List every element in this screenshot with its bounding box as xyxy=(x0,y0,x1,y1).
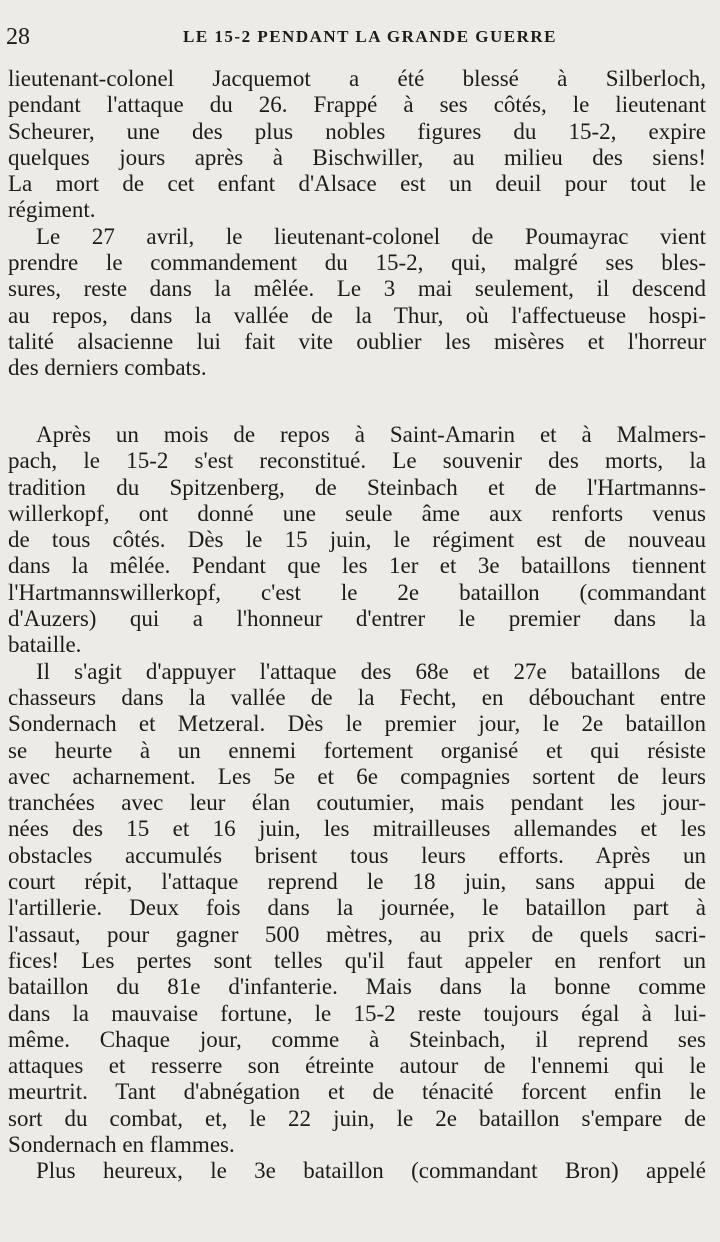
text-line: bataillon du 81e d'infanterie. Mais dans la bonne comme xyxy=(8,974,706,1000)
text-line: pendant l'attaque du 26. Frappé à ses côtés, le lieutenant xyxy=(8,92,706,118)
text-line: prendre le commandement du 15-2, qui, malgré ses bles- xyxy=(8,250,706,276)
text-line: l'artillerie. Deux fois dans la journée, le bataillon part à xyxy=(8,895,706,921)
text-line: court répit, l'attaque reprend le 18 juin, sans appui de xyxy=(8,869,706,895)
paragraph-4 xyxy=(8,659,706,1159)
text-line: nées des 15 et 16 juin, les mitrailleuses allemandes et les xyxy=(8,816,706,842)
text-line: La mort de cet enfant d'Alsace est un deuil pour tout le xyxy=(8,171,706,197)
text-line: Sondernach et Metzeral. Dès le premier jour, le 2e bataillon xyxy=(8,711,706,737)
text-line: bataille. xyxy=(8,632,82,658)
text-line: régiment. xyxy=(8,197,96,223)
paragraph-1 xyxy=(8,66,706,224)
paragraph-3 xyxy=(8,422,706,659)
paragraph-2 xyxy=(8,224,706,382)
text-line: sures, reste dans la mêlée. Le 3 mai seulement, il descend xyxy=(8,276,706,302)
text-line: des derniers combats. xyxy=(8,355,207,381)
text-line: dans la mauvaise fortune, le 15-2 reste toujours égal à lui- xyxy=(8,1000,706,1026)
text-line: se heurte à un ennemi fortement organisé et qui résiste xyxy=(8,737,706,763)
text-line: Plus heureux, le 3e bataillon (commandant Bron) appelé xyxy=(36,1158,706,1184)
text-line: Après un mois de repos à Saint-Amarin et à Malmers- xyxy=(36,422,706,447)
text-line: même. Chaque jour, comme à Steinbach, il reprend ses xyxy=(8,1026,706,1052)
text-line: chasseurs dans la vallée de la Fecht, en débouchant entre xyxy=(8,684,706,710)
text-line: Le 27 avril, le lieutenant-colonel de Poumayrac vient xyxy=(36,223,706,249)
text-line: l'assaut, pour gagner 500 mètres, au prix de quels sacri- xyxy=(8,921,706,947)
text-line: willerkopf, ont donné une seule âme aux renforts venus xyxy=(8,500,706,526)
text-line: dans la mêlée. Pendant que les 1er et 3e bataillons tiennent xyxy=(8,553,706,579)
paragraph-5 xyxy=(8,1158,706,1184)
text-line: Sondernach en flammes. xyxy=(8,1132,235,1158)
text-block-1 xyxy=(8,66,706,382)
text-line: talité alsacienne lui fait vite oublier les misères et l'horreur xyxy=(8,328,706,354)
text-line: Il s'agit d'appuyer l'attaque des 68e et 27e bataillons de xyxy=(36,658,706,684)
text-line: attaques et resserre son étreinte autour de l'ennemi qui le xyxy=(8,1053,706,1079)
text-line: sort du combat, et, le 22 juin, le 2e bataillon s'empare de xyxy=(8,1105,706,1131)
text-line: lieutenant-colonel Jacquemot a été blessé à Silberloch, xyxy=(8,66,706,91)
text-line: au repos, dans la vallée de la Thur, où l'affectueuse hospi- xyxy=(8,302,706,328)
text-line: fices! Les pertes sont telles qu'il faut appeler en renfort un xyxy=(8,947,706,973)
text-line: tradition du Spitzenberg, de Steinbach et de l'Hartmanns- xyxy=(8,474,706,500)
page-number: 28 xyxy=(6,24,30,50)
text-block-2 xyxy=(8,422,706,1185)
page-header xyxy=(6,22,714,52)
text-line: pach, le 15-2 s'est reconstitué. Le souvenir des morts, la xyxy=(8,448,706,474)
text-line: Scheurer, une des plus nobles figures du 15-2, expire xyxy=(8,118,706,144)
text-line: meurtrit. Tant d'abnégation et de ténacité forcent enfin le xyxy=(8,1079,706,1105)
text-line: quelques jours après à Bischwiller, au milieu des siens! xyxy=(8,144,706,170)
text-line: tranchées avec leur élan coutumier, mais pendant les jour- xyxy=(8,790,706,816)
text-line: l'Hartmannswillerkopf, c'est le 2e bataillon (commandant xyxy=(8,579,706,605)
text-line: de tous côtés. Dès le 15 juin, le régiment est de nouveau xyxy=(8,527,706,553)
text-line: d'Auzers) qui a l'honneur d'entrer le premier dans la xyxy=(8,606,706,632)
running-title: LE 15-2 PENDANT LA GRANDE GUERRE xyxy=(182,27,558,46)
text-line: avec acharnement. Les 5e et 6e compagnies sortent de leurs xyxy=(8,763,706,789)
text-line: obstacles accumulés brisent tous leurs efforts. Après un xyxy=(8,842,706,868)
